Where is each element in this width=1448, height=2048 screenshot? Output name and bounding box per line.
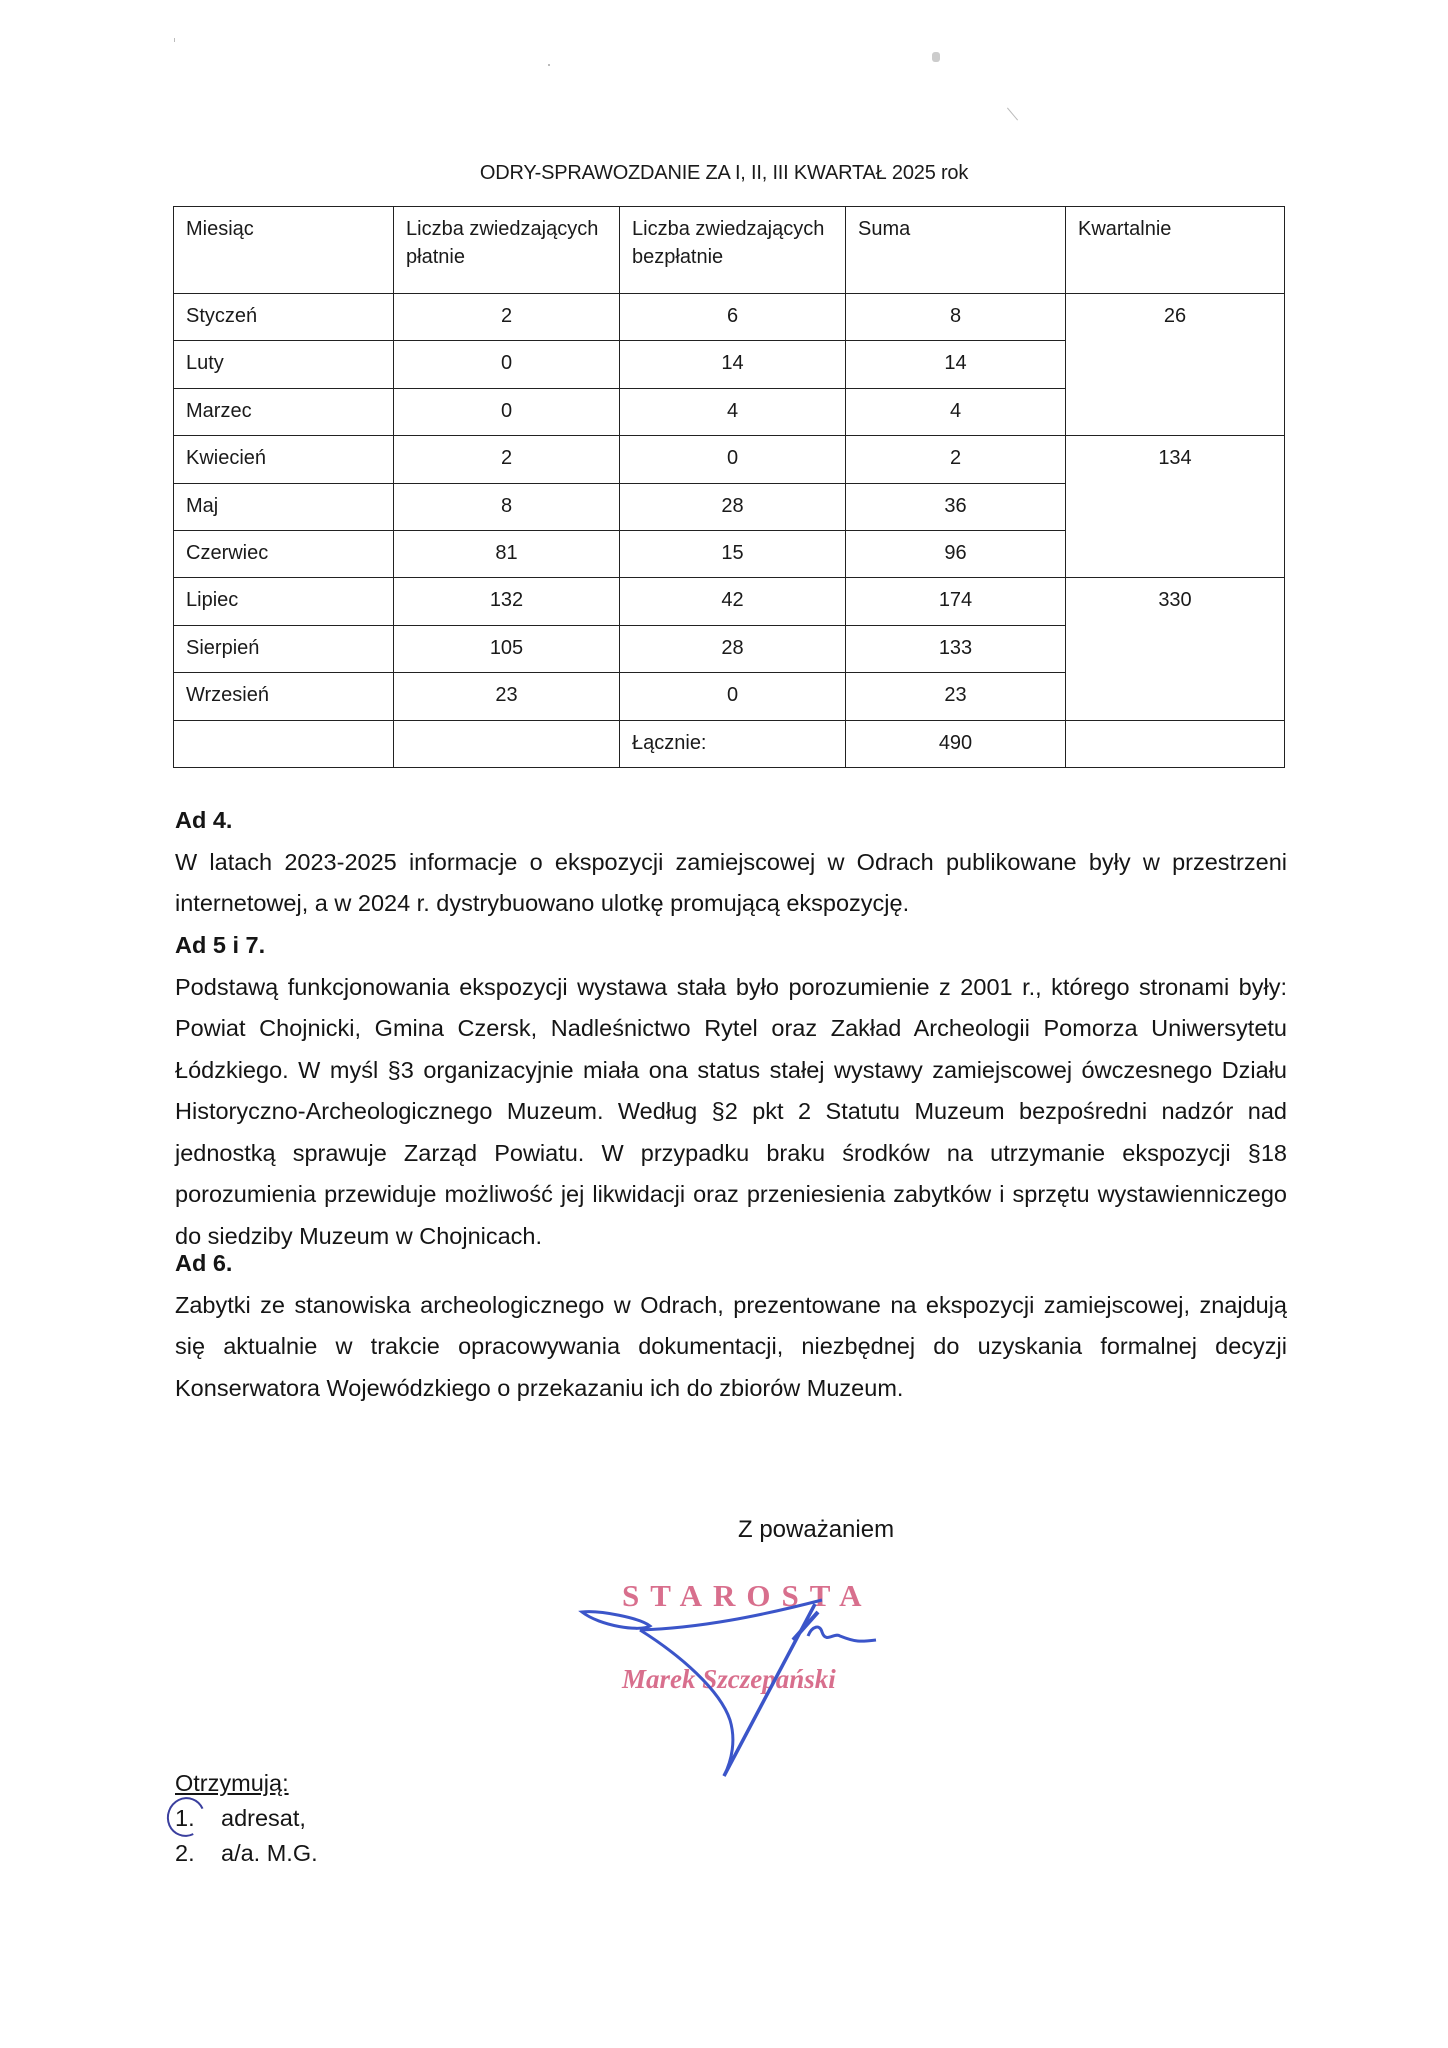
quarter-3-cell: 330 (1066, 578, 1285, 720)
section-heading: Ad 6. (175, 1250, 233, 1276)
free-cell: 6 (620, 294, 846, 341)
sum-cell: 4 (846, 388, 1066, 435)
paid-cell: 0 (394, 341, 620, 388)
section-heading: Ad 5 i 7. (175, 932, 266, 958)
scan-artifact (932, 52, 940, 62)
sum-cell: 23 (846, 673, 1066, 720)
header-free: Liczba zwiedzających bezpłatnie (620, 207, 846, 294)
section-ad-6 (175, 1243, 1287, 1409)
paid-cell: 23 (394, 673, 620, 720)
month-cell: Kwiecień (174, 436, 394, 483)
stamp-title: STAROSTA (622, 1578, 873, 1613)
paid-cell: 81 (394, 530, 620, 577)
month-cell: Lipiec (174, 578, 394, 625)
free-cell: 15 (620, 530, 846, 577)
section-text: Podstawą funkcjonowania ekspozycji wystawa stała było porozumienie z 2001 r., którego stronami były: Powiat Chojnicki, Gmina Czersk, Nadleśnictwo Rytel oraz Zakład Archeologii Pomorza Uniwersytetu Łódzkiego. W myśl §3 organizacyjnie miała ona status stałej wystawy zamiejscowej ówczesnego Działu Historyczno-Archeologicznego Muzeum. Według §2 pkt 2 Statutu Muzeum bezpośredni nadzór nad jednostką sprawuje Zarząd Powiatu. W przypadku braku środków na utrzymanie ekspozycji §18 porozumienia przewiduje możliwość jej likwidacji oraz przeniesienia zabytków i sprzętu wystawienniczego do siedziby Muzeum w Chojnicach. (175, 973, 1287, 1249)
paid-cell: 0 (394, 388, 620, 435)
free-cell: 28 (620, 625, 846, 672)
stamp-name: Marek Szczepański (622, 1664, 836, 1694)
month-cell: Sierpień (174, 625, 394, 672)
scan-artifact (174, 38, 175, 42)
month-cell: Maj (174, 483, 394, 530)
quarter-1-cell: 26 (1066, 294, 1285, 436)
recipient-label: a/a. M.G. (221, 1840, 318, 1866)
section-heading: Ad 4. (175, 807, 233, 833)
total-label: Łącznie: (620, 720, 846, 767)
section-text: W latach 2023-2025 informacje o ekspozycji zamiejscowej w Odrach publikowane były w przestrzeni internetowej, a w 2024 r. dystrybuowano ulotkę promującą ekspozycję. (175, 848, 1287, 916)
header-quarterly: Kwartalnie (1066, 207, 1285, 294)
month-cell: Wrzesień (174, 673, 394, 720)
table-total-row (174, 720, 1285, 767)
recipient-label: adresat, (221, 1805, 306, 1831)
sum-cell: 36 (846, 483, 1066, 530)
free-cell: 0 (620, 673, 846, 720)
paid-cell: 2 (394, 436, 620, 483)
paid-cell: 8 (394, 483, 620, 530)
scan-artifact (1007, 108, 1018, 121)
header-sum: Suma (846, 207, 1066, 294)
table-row (174, 294, 1285, 341)
sum-cell: 96 (846, 530, 1066, 577)
visitors-table (173, 206, 1285, 768)
sum-cell: 2 (846, 436, 1066, 483)
paid-cell: 2 (394, 294, 620, 341)
empty-cell (174, 720, 394, 767)
recipient-item (175, 1836, 318, 1871)
section-ad-4 (175, 800, 1287, 925)
free-cell: 28 (620, 483, 846, 530)
empty-cell (1066, 720, 1285, 767)
sum-cell: 133 (846, 625, 1066, 672)
section-text: Zabytki ze stanowiska archeologicznego w Odrach, prezentowane na ekspozycji zamiejscowej, znajdują się aktualnie w trakcie opracowywania dokumentacji, niezbędnej do uzyskania formalnej decyzji Konserwatora Wojewódzkiego o przekazaniu ich do zbiorów Muzeum. (175, 1291, 1287, 1401)
free-cell: 42 (620, 578, 846, 625)
table-row (174, 578, 1285, 625)
empty-cell (394, 720, 620, 767)
free-cell: 0 (620, 436, 846, 483)
month-cell: Luty (174, 341, 394, 388)
recipients-list (175, 1766, 318, 1871)
month-cell: Styczeń (174, 294, 394, 341)
recipient-item (175, 1801, 318, 1836)
scan-artifact (548, 64, 550, 66)
sum-cell: 8 (846, 294, 1066, 341)
month-cell: Czerwiec (174, 530, 394, 577)
section-ad-5-7 (175, 925, 1287, 1257)
paid-cell: 132 (394, 578, 620, 625)
table-header-row (174, 207, 1285, 294)
table-row (174, 436, 1285, 483)
free-cell: 4 (620, 388, 846, 435)
paid-cell: 105 (394, 625, 620, 672)
recipient-number: 1. (175, 1805, 195, 1831)
header-paid: Liczba zwiedzających płatnie (394, 207, 620, 294)
closing-salutation: Z poważaniem (738, 1516, 895, 1543)
quarter-2-cell: 134 (1066, 436, 1285, 578)
free-cell: 14 (620, 341, 846, 388)
sum-cell: 14 (846, 341, 1066, 388)
total-value: 490 (846, 720, 1066, 767)
recipient-number: 2. (175, 1840, 195, 1866)
month-cell: Marzec (174, 388, 394, 435)
header-month: Miesiąc (174, 207, 394, 294)
recipients-heading: Otrzymują: (175, 1770, 289, 1796)
sum-cell: 174 (846, 578, 1066, 625)
report-title: ODRY-SPRAWOZDANIE ZA I, II, III KWARTAŁ 2025 rok (479, 162, 969, 184)
